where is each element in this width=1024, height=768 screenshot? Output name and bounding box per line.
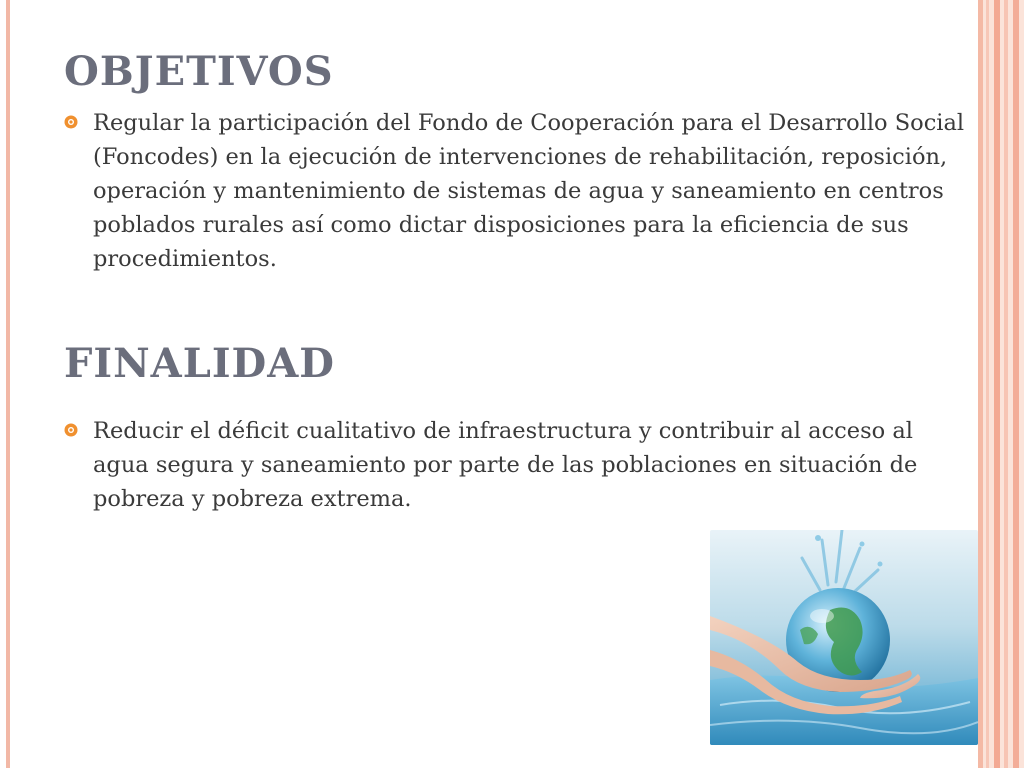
right-frame-stripe [978, 0, 983, 768]
heading-objetivos: OBJETIVOS [64, 48, 334, 95]
left-frame-decoration [0, 0, 16, 768]
right-frame-decoration [978, 0, 1024, 768]
right-frame-stripe [1004, 0, 1008, 768]
right-frame-stripe [994, 0, 1000, 768]
hands-holding-water-globe-photo [710, 530, 978, 745]
water-globe-illustration [710, 530, 978, 745]
right-frame-stripe [1013, 0, 1019, 768]
heading-finalidad: FINALIDAD [64, 340, 335, 387]
orange-gear-bullet-icon [64, 423, 78, 437]
left-frame-stripe [6, 0, 10, 768]
right-frame-stripe [986, 0, 989, 768]
bullet-text-objetivos: Regular la participación del Fondo de Cooperación para el Desarrollo Social (Foncodes) en la ejecución de intervenciones de rehabilitación, reposición, operación y mantenimiento de sistemas de agua y saneamiento en centros poblados rurales así como dictar disposiciones para la eficiencia de sus procedimientos. [93, 110, 965, 272]
orange-gear-bullet-icon [64, 115, 78, 129]
bullet-text-finalidad: Reducir el déficit cualitativo de infraestructura y contribuir al acceso al agua segura y saneamiento por parte de las poblaciones en situación de pobreza y pobreza extrema. [93, 418, 918, 512]
